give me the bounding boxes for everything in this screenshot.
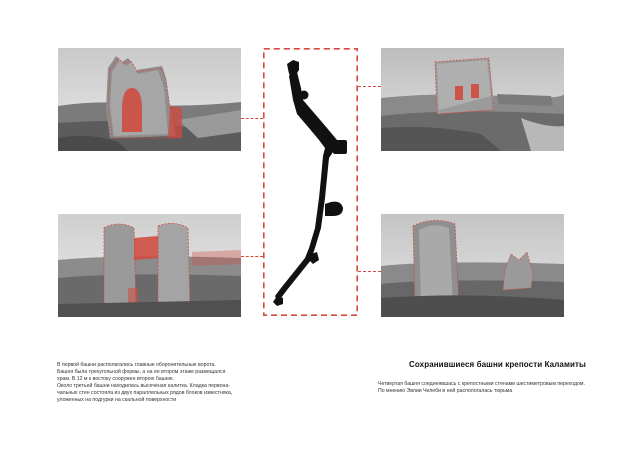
caption-left-line: Около третьей башни находилась высеченая калитка. Кладка первона-	[57, 383, 230, 390]
connector-top-right	[358, 86, 381, 87]
caption-left-line: уложенных на подгурки на скальной поверхности	[57, 397, 177, 404]
photo-tower-wall	[381, 48, 564, 151]
connector-top-left	[241, 118, 263, 119]
caption-left-line: чальных стен состояла из двух параллельных рядов блоков известняка,	[57, 390, 233, 397]
caption-left-line: В первой башни располагались главные оборонительные ворота.	[57, 362, 216, 368]
fortress-plan	[263, 48, 358, 316]
photo-tower-gate	[58, 48, 241, 151]
connector-bottom-left	[241, 256, 263, 257]
photo-tower-gateway	[58, 214, 241, 317]
caption-right: Четвертая башня соединявшась с крепостными стенами шестиметровым переходом. По мнению Эвлии Челеби в ней распологалась тюрьма	[378, 381, 585, 395]
caption-left-line: Башня была трехугольной формы, а на ее втором этаже размещался	[57, 369, 226, 376]
caption-left-line: храм. В 12 м к востоку сооружен второю башню.	[57, 376, 174, 383]
page-title: Сохранившиеся башни крепости Каламиты	[409, 360, 586, 369]
photo-tower-round	[381, 214, 564, 317]
connector-bottom-right	[358, 271, 381, 272]
caption-left	[57, 362, 272, 405]
